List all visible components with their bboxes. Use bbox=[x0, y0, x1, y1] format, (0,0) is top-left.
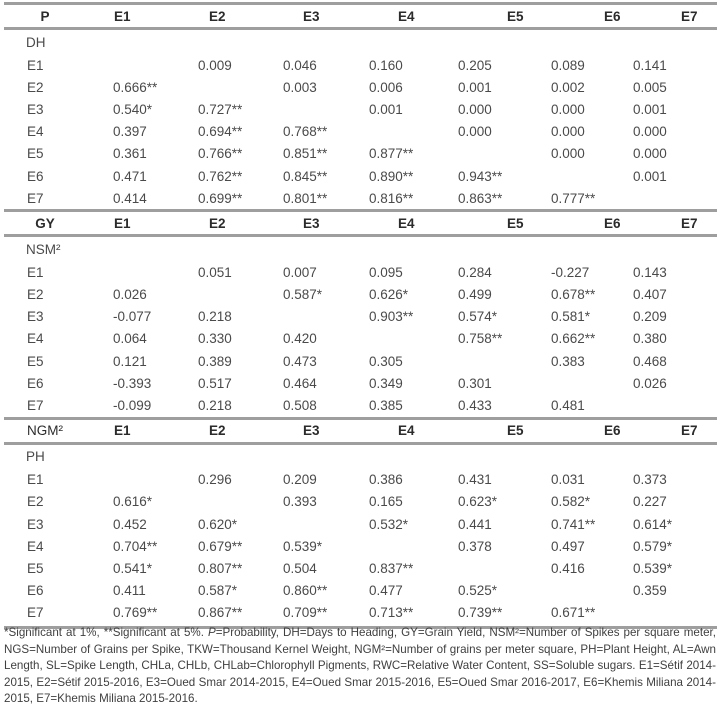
correlation-cell: 0.000 bbox=[551, 146, 585, 162]
correlation-cell: 0.046 bbox=[283, 57, 317, 73]
correlation-cell: 0.000 bbox=[458, 124, 492, 140]
correlation-cell: 0.704** bbox=[113, 538, 158, 554]
row-label: E6 bbox=[27, 583, 44, 599]
correlation-cell: 0.851** bbox=[283, 146, 328, 162]
correlation-cell: 0.574* bbox=[458, 309, 498, 325]
row-label: E5 bbox=[27, 560, 44, 576]
trait-label-row bbox=[4, 237, 717, 261]
correlation-cell: 0.001 bbox=[369, 101, 403, 117]
correlation-cell: -0.099 bbox=[113, 398, 152, 414]
table-row bbox=[4, 350, 717, 372]
correlation-cell: 0.758** bbox=[458, 331, 503, 347]
correlation-cell: 0.431 bbox=[458, 472, 492, 488]
header-cell: E7 bbox=[681, 215, 698, 231]
header-cell: E6 bbox=[604, 8, 621, 24]
section-header-p bbox=[4, 5, 717, 27]
table-footnote bbox=[4, 625, 716, 708]
header-cell: E1 bbox=[114, 423, 131, 439]
row-label: E4 bbox=[27, 331, 44, 347]
correlation-cell: 0.762** bbox=[198, 168, 243, 184]
correlation-cell: 0.473 bbox=[283, 353, 317, 369]
row-label: E1 bbox=[27, 57, 44, 73]
correlation-cell: 0.777** bbox=[551, 190, 596, 206]
correlation-cell: -0.077 bbox=[113, 309, 152, 325]
table-row bbox=[4, 261, 717, 283]
correlation-cell: 0.000 bbox=[633, 124, 667, 140]
correlation-cell: 0.026 bbox=[113, 287, 147, 303]
footnote-p-symbol: P bbox=[207, 626, 216, 639]
correlation-cell: 0.301 bbox=[458, 375, 492, 391]
table-row bbox=[4, 187, 717, 209]
header-cell: E5 bbox=[507, 215, 524, 231]
row-label: E7 bbox=[27, 605, 44, 621]
correlation-cell: 0.000 bbox=[551, 124, 585, 140]
correlation-cell: 0.218 bbox=[198, 398, 232, 414]
correlation-cell: 0.477 bbox=[369, 583, 403, 599]
correlation-cell: 0.801** bbox=[283, 190, 328, 206]
correlation-cell: 0.160 bbox=[369, 57, 403, 73]
correlation-cell: 0.616* bbox=[113, 494, 153, 510]
header-cell: E5 bbox=[507, 8, 524, 24]
correlation-cell: 0.001 bbox=[633, 168, 667, 184]
table-row bbox=[4, 557, 717, 579]
row-label: E1 bbox=[27, 472, 44, 488]
correlation-cell: 0.845** bbox=[283, 168, 328, 184]
row-label: E6 bbox=[27, 375, 44, 391]
table-row bbox=[4, 76, 717, 98]
table-row bbox=[4, 469, 717, 491]
row-label: E7 bbox=[27, 398, 44, 414]
row-label: E7 bbox=[27, 190, 44, 206]
correlation-cell: 0.433 bbox=[458, 398, 492, 414]
row-label: E5 bbox=[27, 353, 44, 369]
correlation-cell: 0.943** bbox=[458, 168, 503, 184]
correlation-cell: 0.727** bbox=[198, 101, 243, 117]
row-label: E4 bbox=[27, 538, 44, 554]
correlation-cell: 0.003 bbox=[283, 79, 317, 95]
correlation-cell: 0.867** bbox=[198, 605, 243, 621]
correlation-cell: 0.699** bbox=[198, 190, 243, 206]
correlation-cell: 0.678** bbox=[551, 287, 596, 303]
correlation-cell: 0.089 bbox=[551, 57, 585, 73]
trait-label-row bbox=[4, 30, 717, 54]
correlation-cell: 0.769** bbox=[113, 605, 158, 621]
correlation-cell: 0.414 bbox=[113, 190, 147, 206]
correlation-cell: 0.441 bbox=[458, 516, 492, 532]
correlation-cell: 0.579* bbox=[633, 538, 673, 554]
table-row bbox=[4, 602, 717, 624]
correlation-cell: 0.662** bbox=[551, 331, 596, 347]
correlation-cell: 0.051 bbox=[198, 264, 232, 280]
correlation-cell: 0.411 bbox=[113, 583, 146, 599]
correlation-cell: 0.373 bbox=[633, 472, 667, 488]
header-cell: E2 bbox=[209, 423, 226, 439]
header-cell: E5 bbox=[507, 423, 524, 439]
correlation-cell: 0.420 bbox=[283, 331, 317, 347]
footnote-abbreviations: =Probability, DH=Days to Heading, GY=Grain Yield, NSM²=Number of Spikes per square meter, NGS=Number of Grains per Spike, TKW=Thousand Kernel Weight, NGM²=Number of grains per meter square, PH=Plant Height, AL=Awn Length, SL=Spike Length, CHLa, CHLb, CHLab=Chlorophyll Pigments, RWC=Relative Water Content, SS=Soluble sugars. E1=Sétif 2014-2015, E2=Sétif 2015-2016, E3=Oued Smar 2014-2015, E4=Oued Smar 2015-2016, E5=Oued Smar 2016-2017, E6=Khemis Miliana 2014-2015, E7=Khemis Miliana 2015-2016. bbox=[4, 626, 716, 705]
correlation-cell: 0.481 bbox=[551, 398, 585, 414]
correlation-cell: 0.407 bbox=[633, 287, 667, 303]
correlation-cell: 0.361 bbox=[113, 146, 147, 162]
correlation-cell: 0.713** bbox=[369, 605, 414, 621]
correlation-cell: 0.393 bbox=[283, 494, 317, 510]
correlation-cell: 0.385 bbox=[369, 398, 403, 414]
correlation-cell: 0.121 bbox=[113, 353, 147, 369]
row-label: E4 bbox=[27, 124, 44, 140]
correlation-cell: 0.816** bbox=[369, 190, 414, 206]
correlation-cell: 0.766** bbox=[198, 146, 243, 162]
correlation-cell: 0.064 bbox=[113, 331, 147, 347]
table-row bbox=[4, 306, 717, 328]
row-label: E2 bbox=[27, 494, 44, 510]
correlation-cell: 0.143 bbox=[633, 264, 667, 280]
correlation-cell: 0.517 bbox=[198, 375, 232, 391]
correlation-cell: 0.508 bbox=[283, 398, 317, 414]
correlation-cell: 0.581* bbox=[551, 309, 591, 325]
correlation-cell: -0.393 bbox=[113, 375, 152, 391]
correlation-cell: 0.227 bbox=[633, 494, 667, 510]
header-cell: E6 bbox=[604, 423, 621, 439]
correlation-cell: 0.452 bbox=[113, 516, 147, 532]
correlation-cell: 0.666** bbox=[113, 79, 158, 95]
header-cell: E3 bbox=[303, 8, 320, 24]
header-cell: NGM² bbox=[27, 423, 63, 439]
section-header-gy bbox=[4, 212, 717, 234]
row-label: E2 bbox=[27, 287, 44, 303]
table-row bbox=[4, 513, 717, 535]
correlation-cell: 0.623* bbox=[458, 494, 498, 510]
correlation-cell: 0.001 bbox=[458, 79, 492, 95]
footnote-significance: *Significant at 1%, **Significant at 5%. bbox=[4, 626, 208, 639]
table-row bbox=[4, 143, 717, 165]
header-cell: E3 bbox=[303, 423, 320, 439]
correlation-cell: 0.539* bbox=[283, 538, 323, 554]
correlation-cell: 0.141 bbox=[633, 57, 667, 73]
row-label: E3 bbox=[27, 101, 44, 117]
correlation-cell: 0.679** bbox=[198, 538, 243, 554]
correlation-cell: 0.587* bbox=[283, 287, 323, 303]
table-row bbox=[4, 98, 717, 120]
header-cell: E1 bbox=[114, 8, 131, 24]
correlation-cell: 0.671** bbox=[551, 605, 596, 621]
correlation-cell: 0.378 bbox=[458, 538, 492, 554]
table-row bbox=[4, 284, 717, 306]
correlation-cell: 0.532* bbox=[369, 516, 409, 532]
trait-label: PH bbox=[26, 449, 45, 465]
correlation-cell: 0.209 bbox=[283, 472, 317, 488]
trait-label: DH bbox=[26, 34, 46, 50]
correlation-cell: 0.768** bbox=[283, 124, 328, 140]
correlation-cell: 0.006 bbox=[369, 79, 403, 95]
correlation-cell: 0.305 bbox=[369, 353, 403, 369]
correlation-cell: 0.380 bbox=[633, 331, 667, 347]
table-row bbox=[4, 491, 717, 513]
header-cell: E4 bbox=[398, 8, 415, 24]
correlation-cell: 0.205 bbox=[458, 57, 492, 73]
correlation-cell: 0.416 bbox=[551, 560, 585, 576]
table-row bbox=[4, 54, 717, 76]
correlation-cell: 0.620* bbox=[198, 516, 238, 532]
correlation-cell: 0.296 bbox=[198, 472, 232, 488]
correlation-cell: 0.903** bbox=[369, 309, 414, 325]
row-label: E1 bbox=[27, 264, 44, 280]
row-label: E3 bbox=[27, 516, 44, 532]
table-row bbox=[4, 165, 717, 187]
correlation-cell: 0.000 bbox=[551, 101, 585, 117]
header-cell: E7 bbox=[681, 423, 698, 439]
correlation-cell: 0.863** bbox=[458, 190, 503, 206]
table-row bbox=[4, 121, 717, 143]
correlation-cell: 0.587* bbox=[198, 583, 238, 599]
header-cell: E3 bbox=[303, 215, 320, 231]
row-label: E5 bbox=[27, 146, 44, 162]
correlation-cell: 0.031 bbox=[551, 472, 585, 488]
correlation-cell: 0.582* bbox=[551, 494, 591, 510]
header-cell: E2 bbox=[209, 8, 226, 24]
correlation-cell: 0.007 bbox=[283, 264, 317, 280]
row-label: E2 bbox=[27, 79, 44, 95]
header-cell: P bbox=[40, 8, 50, 24]
correlation-cell: -0.227 bbox=[551, 264, 590, 280]
header-cell: E4 bbox=[398, 423, 415, 439]
correlation-cell: 0.504 bbox=[283, 560, 317, 576]
correlation-cell: 0.284 bbox=[458, 264, 492, 280]
correlation-cell: 0.397 bbox=[113, 124, 147, 140]
row-label: E3 bbox=[27, 309, 44, 325]
header-cell: E6 bbox=[604, 215, 621, 231]
correlation-cell: 0.694** bbox=[198, 124, 243, 140]
correlation-cell: 0.837** bbox=[369, 560, 414, 576]
correlation-cell: 0.001 bbox=[633, 101, 667, 117]
correlation-cell: 0.741** bbox=[551, 516, 596, 532]
trait-label: NSM² bbox=[26, 241, 61, 257]
correlation-cell: 0.165 bbox=[369, 494, 403, 510]
correlation-cell: 0.389 bbox=[198, 353, 232, 369]
correlation-cell: 0.209 bbox=[633, 309, 667, 325]
section-header-ngm2 bbox=[4, 420, 717, 442]
row-label: E6 bbox=[27, 168, 44, 184]
correlation-cell: 0.860** bbox=[283, 583, 328, 599]
correlation-cell: 0.002 bbox=[551, 79, 585, 95]
correlation-cell: 0.739** bbox=[458, 605, 503, 621]
correlation-cell: 0.525* bbox=[458, 583, 498, 599]
correlation-cell: 0.539* bbox=[633, 560, 673, 576]
correlation-cell: 0.614* bbox=[633, 516, 673, 532]
correlation-cell: 0.218 bbox=[198, 309, 232, 325]
correlation-cell: 0.383 bbox=[551, 353, 585, 369]
correlation-cell: 0.709** bbox=[283, 605, 328, 621]
table-row bbox=[4, 580, 717, 602]
correlation-cell: 0.026 bbox=[633, 375, 667, 391]
correlation-cell: 0.095 bbox=[369, 264, 403, 280]
correlation-cell: 0.877** bbox=[369, 146, 414, 162]
correlation-cell: 0.468 bbox=[633, 353, 667, 369]
table-row bbox=[4, 328, 717, 350]
trait-label-row bbox=[4, 445, 717, 469]
correlation-cell: 0.497 bbox=[551, 538, 585, 554]
table-row bbox=[4, 394, 717, 416]
header-cell: GY bbox=[35, 215, 55, 231]
correlation-cell: 0.000 bbox=[633, 146, 667, 162]
correlation-cell: 0.009 bbox=[198, 57, 232, 73]
table-row bbox=[4, 535, 717, 557]
header-cell: E4 bbox=[398, 215, 415, 231]
correlation-cell: 0.499 bbox=[458, 287, 492, 303]
header-cell: E2 bbox=[209, 215, 226, 231]
correlation-cell: 0.890** bbox=[369, 168, 414, 184]
correlation-cell: 0.541* bbox=[113, 560, 153, 576]
header-cell: E1 bbox=[114, 215, 131, 231]
correlation-cell: 0.464 bbox=[283, 375, 317, 391]
correlation-cell: 0.807** bbox=[198, 560, 243, 576]
correlation-table bbox=[4, 0, 717, 629]
correlation-cell: 0.359 bbox=[633, 583, 667, 599]
correlation-cell: 0.330 bbox=[198, 331, 232, 347]
correlation-cell: 0.386 bbox=[369, 472, 403, 488]
correlation-cell: 0.000 bbox=[458, 101, 492, 117]
table-row bbox=[4, 372, 717, 394]
correlation-cell: 0.005 bbox=[633, 79, 667, 95]
correlation-cell: 0.540* bbox=[113, 101, 153, 117]
correlation-cell: 0.471 bbox=[113, 168, 147, 184]
header-cell: E7 bbox=[681, 8, 698, 24]
correlation-cell: 0.349 bbox=[369, 375, 403, 391]
correlation-cell: 0.626* bbox=[369, 287, 409, 303]
